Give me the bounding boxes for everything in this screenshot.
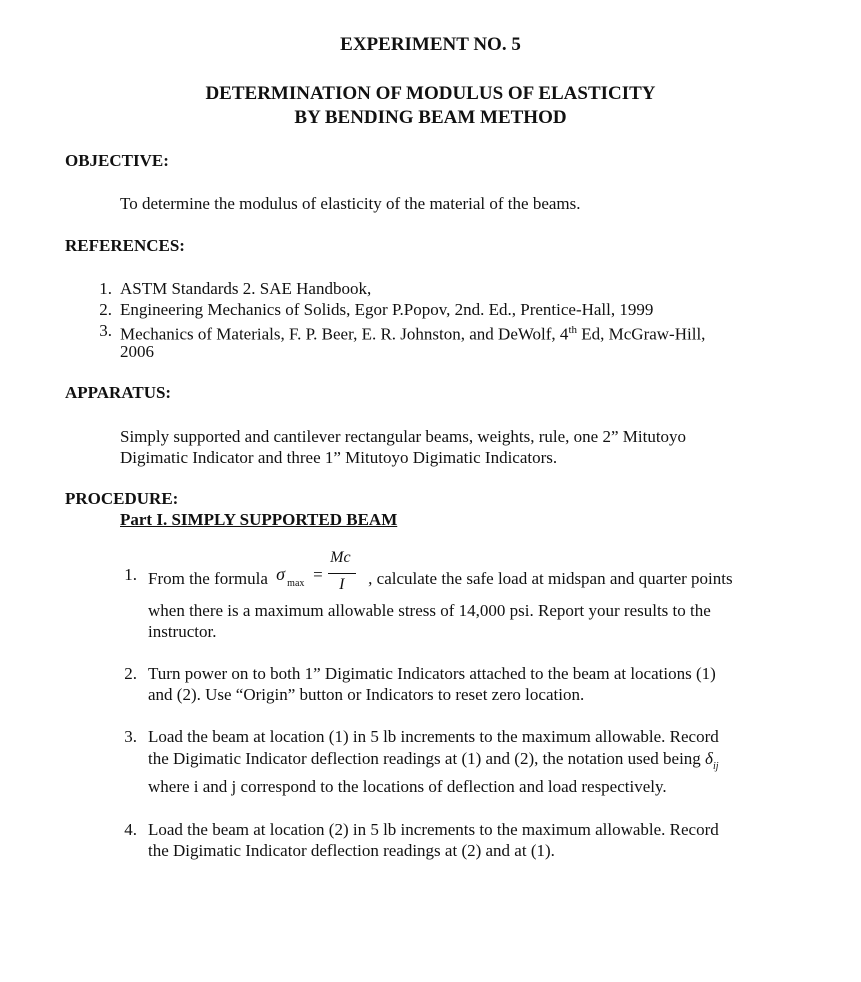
step-4-line-1: Load the beam at location (2) in 5 lb increments to the maximum allowable. Record <box>148 820 719 839</box>
subtitle-line-1: DETERMINATION OF MODULUS OF ELASTICITY <box>205 83 656 104</box>
objective-heading: OBJECTIVE: <box>65 151 169 170</box>
formula-denominator: I <box>339 576 345 593</box>
apparatus-line-1: Simply supported and cantilever rectangular beams, weights, rule, one 2” Mitutoyo <box>120 427 687 446</box>
references-heading: REFERENCES: <box>65 236 185 255</box>
reference-item: ASTM Standards 2. SAE Handbook, <box>120 279 372 298</box>
step-1-post: , calculate the safe load at midspan and quarter points <box>368 569 733 588</box>
step-number: 4. <box>124 820 137 839</box>
step-2-line-2: and (2). Use “Origin” button or Indicators to reset zero location. <box>148 685 585 704</box>
formula-equals: = <box>313 565 323 584</box>
reference-number: 1. <box>99 279 112 298</box>
step-3-line-1: Load the beam at location (1) in 5 lb increments to the maximum allowable. Record <box>148 727 719 746</box>
reference-text-b: Ed, McGraw-Hill, <box>577 324 706 344</box>
page-subtitle <box>0 82 861 130</box>
reference-item: Engineering Mechanics of Solids, Egor P.Popov, 2nd. Ed., Prentice-Hall, 1999 <box>120 300 654 319</box>
step-1-line-1 <box>148 549 733 593</box>
step-3-line-3: where i and j correspond to the locations of deflection and load respectively. <box>148 777 667 796</box>
subtitle-line-2: BY BENDING BEAM METHOD <box>294 107 567 128</box>
delta-symbol: δ <box>705 749 713 768</box>
reference-item <box>120 320 705 345</box>
step-number: 2. <box>124 664 137 683</box>
reference-superscript: th <box>568 324 577 336</box>
reference-number: 2. <box>99 300 112 319</box>
stress-formula <box>272 549 368 593</box>
formula-sigma: σ <box>276 564 286 584</box>
objective-text: To determine the modulus of elasticity of the material of the beams. <box>120 194 581 213</box>
part-heading: Part I. SIMPLY SUPPORTED BEAM <box>120 510 398 529</box>
formula-numerator: Mc <box>330 549 351 566</box>
step-1-line-2: when there is a maximum allowable stress of 14,000 psi. Report your results to the <box>148 601 711 620</box>
formula-subscript: max <box>287 578 305 589</box>
delta-subscript: ij <box>712 761 719 772</box>
reference-item-continued: 2006 <box>120 342 154 361</box>
apparatus-heading: APPARATUS: <box>65 383 172 402</box>
reference-text-a: Mechanics of Materials, F. P. Beer, E. R. Johnston, and DeWolf, 4 <box>120 324 569 344</box>
page-title: EXPERIMENT NO. 5 <box>340 34 521 55</box>
procedure-heading: PROCEDURE: <box>65 489 179 508</box>
step-4-line-2: the Digimatic Indicator deflection readings at (2) and at (1). <box>148 841 555 860</box>
step-3-line-2-text: the Digimatic Indicator deflection readings at (1) and (2), the notation used being <box>148 749 701 768</box>
reference-number: 3. <box>99 321 112 340</box>
step-2-line-1: Turn power on to both 1” Digimatic Indicators attached to the beam at locations (1) <box>148 664 716 683</box>
apparatus-line-2: Digimatic Indicator and three 1” Mitutoyo Digimatic Indicators. <box>120 448 558 467</box>
step-number: 1. <box>124 565 137 584</box>
step-1-pre: From the formula <box>148 569 268 588</box>
step-1-line-3: instructor. <box>148 622 217 641</box>
step-number: 3. <box>124 727 137 746</box>
step-3-line-2 <box>148 748 719 772</box>
